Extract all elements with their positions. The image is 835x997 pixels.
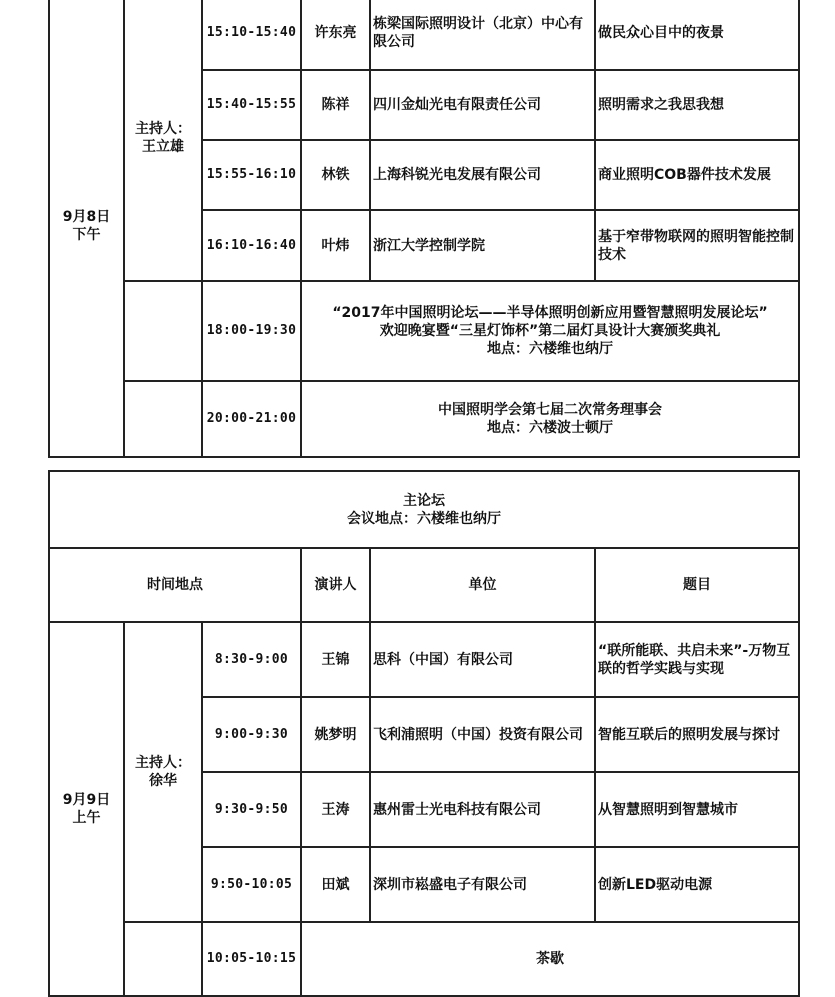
empty-cell [124,922,202,996]
session-host: 主持人： 徐华 [124,622,202,922]
talk-topic: 创新LED驱动电源 [595,847,799,922]
talk-time: 8:30-9:00 [202,622,301,697]
talk-speaker: 王涛 [301,772,370,847]
talk-org: 浙江大学控制学院 [370,210,595,281]
talk-topic: 照明需求之我思我想 [595,70,799,140]
empty-cell [124,281,202,381]
session-date: 9月8日 下午 [49,0,124,457]
forum-title: 主论坛 [403,492,446,509]
talk-time: 15:55-16:10 [202,140,301,210]
talk-topic: 从智慧照明到智慧城市 [595,772,799,847]
talk-topic: “联所能联、共启未来”-万物互联的哲学实践与实现 [595,622,799,697]
break-label: 茶歇 [301,922,799,996]
talk-speaker: 王锦 [301,622,370,697]
talk-topic: 做民众心目中的夜景 [595,0,799,70]
talk-topic: 商业照明COB器件技术发展 [595,140,799,210]
talk-org: 四川金灿光电有限责任公司 [370,70,595,140]
header-time-place: 时间地点 [49,548,301,622]
talk-time: 9:50-10:05 [202,847,301,922]
event-time: 18:00-19:30 [202,281,301,381]
event-description [301,381,799,457]
forum-header [49,471,799,548]
talk-speaker: 陈祥 [301,70,370,140]
talk-org: 栋梁国际照明设计（北京）中心有限公司 [370,0,595,70]
talk-topic: 基于窄带物联网的照明智能控制技术 [595,210,799,281]
forum-venue: 会议地点：六楼维也纳厅 [347,510,502,527]
talk-time: 15:40-15:55 [202,70,301,140]
talk-topic: 智能互联后的照明发展与探讨 [595,697,799,772]
talk-org: 思科（中国）有限公司 [370,622,595,697]
empty-cell [124,381,202,457]
event-time: 20:00-21:00 [202,381,301,457]
table-row [49,622,799,697]
afternoon-schedule-table [48,0,800,458]
table-row [49,381,799,457]
talk-speaker: 林铁 [301,140,370,210]
talk-time: 15:10-15:40 [202,0,301,70]
event-subtitle: 欢迎晚宴暨“三星灯饰杯”第二届灯具设计大赛颁奖典礼 [379,323,721,339]
main-forum-table [48,470,800,997]
table-row [49,0,799,70]
table-row [49,281,799,381]
talk-org: 惠州雷士光电科技有限公司 [370,772,595,847]
event-location: 地点：六楼波士顿厅 [487,420,613,436]
event-title: “2017年中国照明论坛——半导体照明创新应用暨智慧照明发展论坛” [332,305,768,321]
event-title: 中国照明学会第七届二次常务理事会 [438,402,662,418]
table-header-row [49,548,799,622]
session-host: 主持人： 王立雄 [124,0,202,281]
header-org: 单位 [370,548,595,622]
talk-org: 上海科锐光电发展有限公司 [370,140,595,210]
talk-speaker: 田斌 [301,847,370,922]
talk-speaker: 许东亮 [301,0,370,70]
event-location: 地点：六楼维也纳厅 [487,341,613,357]
talk-time: 16:10-16:40 [202,210,301,281]
header-speaker: 演讲人 [301,548,370,622]
header-topic: 题目 [595,548,799,622]
event-description [301,281,799,381]
break-time: 10:05-10:15 [202,922,301,996]
talk-speaker: 姚梦明 [301,697,370,772]
table-row [49,922,799,996]
table-row [49,471,799,548]
talk-time: 9:00-9:30 [202,697,301,772]
talk-org: 飞利浦照明（中国）投资有限公司 [370,697,595,772]
session-date: 9月9日 上午 [49,622,124,996]
talk-speaker: 叶炜 [301,210,370,281]
talk-org: 深圳市崧盛电子有限公司 [370,847,595,922]
talk-time: 9:30-9:50 [202,772,301,847]
